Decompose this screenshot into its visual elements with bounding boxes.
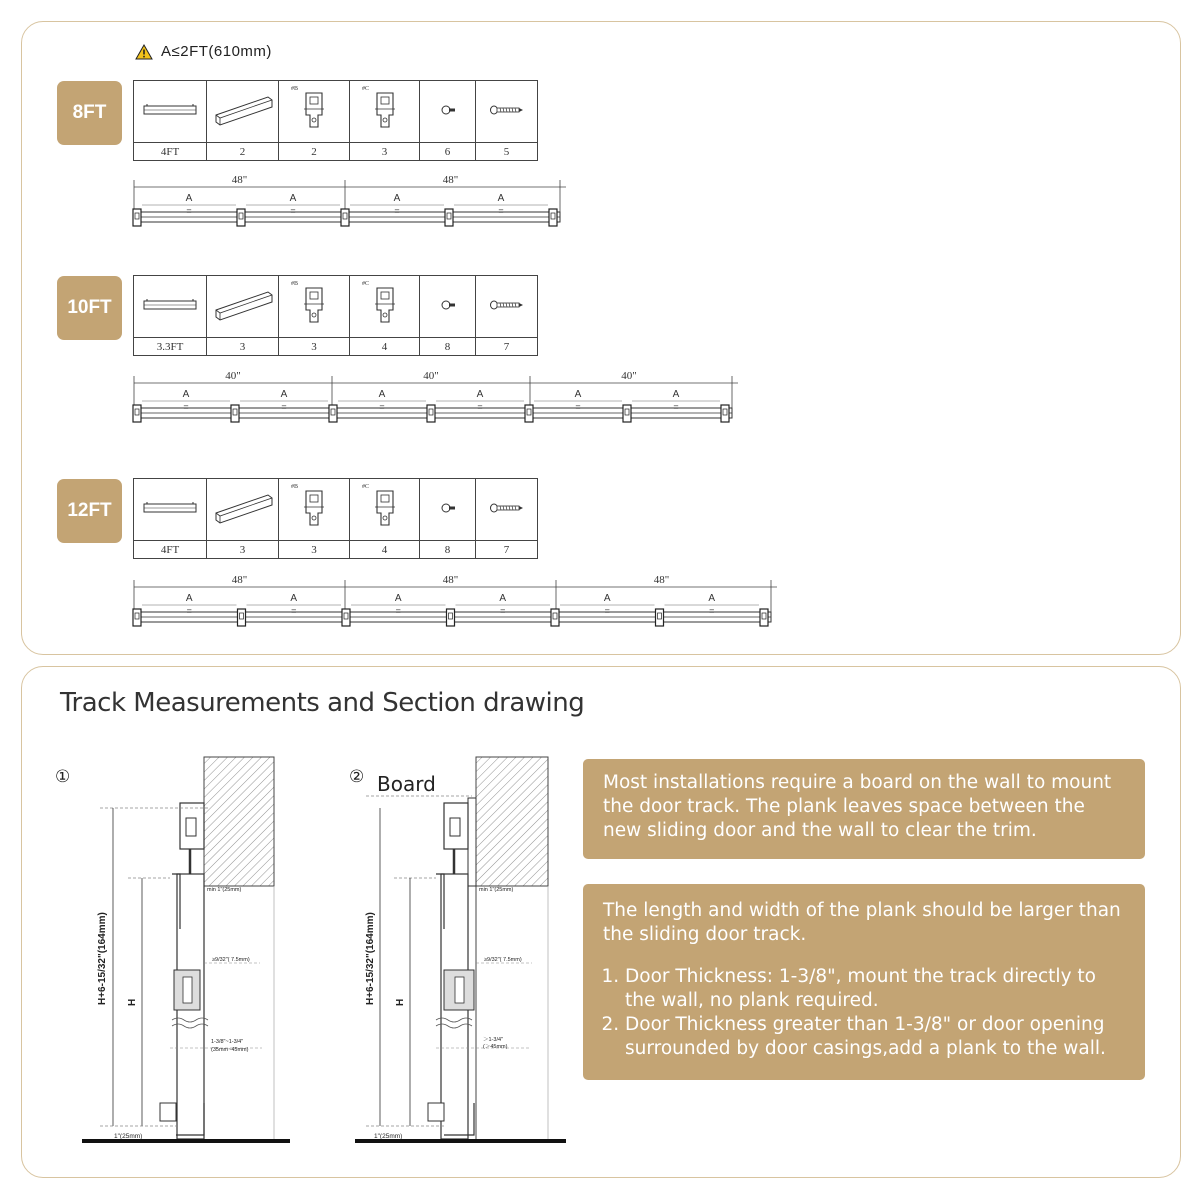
part-tag: #C: [362, 484, 370, 490]
badge-12ft: 12FT: [57, 479, 122, 543]
figure-2-number: ②: [349, 767, 365, 787]
gap-a-label: A: [378, 389, 386, 400]
part-quantity: 3: [207, 541, 279, 559]
gap-equal-label: =: [379, 402, 385, 412]
badge-10ft: 10FT: [57, 276, 122, 340]
h-dimension-label: H: [127, 998, 138, 1006]
segment-length-label: 48": [653, 574, 670, 586]
thickness-label-line2-2: (＞45mm): [483, 1044, 508, 1050]
section-figure-1: [55, 757, 290, 1141]
part-quantity: 3: [279, 541, 350, 559]
gap-equal-label: =: [604, 606, 610, 616]
segment-length-label: 40": [423, 370, 439, 382]
gap-label: ≥9/32"( 7.5mm): [212, 957, 250, 963]
info-box-plank: [583, 884, 1145, 1080]
gap-a-label: A: [185, 593, 193, 604]
gap-equal-label: =: [281, 402, 287, 412]
floor-clearance-label: 1"(25mm): [114, 1133, 143, 1140]
thickness-label-line1: 1-3/8"~1-3/4": [211, 1039, 244, 1045]
gap-equal-label: =: [291, 606, 297, 616]
part-quantity: 4: [350, 338, 420, 356]
gap-a-label: A: [182, 389, 190, 400]
thickness-label-line2: (35mm~45mm): [211, 1047, 249, 1053]
gap-equal-label: =: [498, 206, 504, 216]
gap-a-label: A: [289, 193, 297, 204]
thickness-label-line1-2: ＞1-3/4": [483, 1037, 503, 1043]
gap-equal-label: =: [673, 402, 679, 412]
gap-a-label: A: [574, 389, 582, 400]
gap-a-label: A: [603, 593, 611, 604]
part-tag: #B: [291, 86, 299, 92]
part-quantity: 5: [476, 143, 538, 161]
height-dimension-label: H+6-15/32"(164mm): [97, 912, 108, 1005]
gap-equal-label: =: [186, 206, 192, 216]
part-quantity: 3: [207, 338, 279, 356]
badge-8ft: 8FT: [57, 81, 122, 145]
part-quantity: 3: [350, 143, 420, 161]
section-figure-2: [349, 757, 566, 1141]
part-quantity: 8: [420, 338, 476, 356]
gap-label-2: ≥9/32"( 7.5mm): [484, 957, 522, 963]
gap-a-label: A: [394, 593, 402, 604]
segment-length-label: 48": [231, 574, 248, 586]
segment-length-label: 48": [231, 174, 248, 186]
part-tag: #B: [291, 281, 299, 287]
part-quantity: 7: [476, 338, 538, 356]
gap-a-label: A: [476, 389, 484, 400]
gap-equal-label: =: [500, 606, 506, 616]
gap-equal-label: =: [575, 402, 581, 412]
segment-length-label: 40": [225, 370, 241, 382]
min-clearance-label-2: min 1"(25mm): [479, 887, 514, 893]
gap-a-label: A: [290, 593, 298, 604]
part-quantity: 2: [207, 143, 279, 161]
gap-equal-label: =: [183, 402, 189, 412]
segment-length-label: 40": [621, 370, 637, 382]
info-box-board: [583, 759, 1145, 859]
height-dimension-label-2: H+6-15/32"(164mm): [365, 912, 376, 1005]
part-quantity: 2: [279, 143, 350, 161]
figure-1-number: ①: [55, 767, 71, 787]
gap-a-label: A: [672, 389, 680, 400]
h-dimension-label-2: H: [395, 998, 406, 1006]
part-quantity: 4FT: [134, 541, 207, 559]
part-quantity: 8: [420, 541, 476, 559]
info-plank-item: 1. Door Thickness: 1-3/8", mount the track directly to the wall, no plank required.: [625, 965, 1125, 1013]
gap-a-label: A: [499, 593, 507, 604]
info-plank-intro: The length and width of the plank should be larger than the sliding door track.: [603, 900, 1121, 945]
part-quantity: 6: [420, 143, 476, 161]
gap-a-label: A: [280, 389, 288, 400]
part-quantity: 4: [350, 541, 420, 559]
gap-a-label: A: [393, 193, 401, 204]
part-quantity: 3.3FT: [134, 338, 207, 356]
gap-a-label: A: [497, 193, 505, 204]
part-tag: #B: [291, 484, 299, 490]
warning-text: A≤2FT(610mm): [161, 43, 272, 60]
part-quantity: 7: [476, 541, 538, 559]
gap-a-label: A: [708, 593, 716, 604]
part-tag: #C: [362, 281, 370, 287]
part-tag: #C: [362, 86, 370, 92]
gap-equal-label: =: [395, 606, 401, 616]
section-title: Track Measurements and Section drawing: [60, 688, 585, 718]
gap-a-label: A: [185, 193, 193, 204]
floor-clearance-label-2: 1"(25mm): [374, 1133, 403, 1140]
gap-equal-label: =: [477, 402, 483, 412]
segment-length-label: 48": [442, 574, 459, 586]
gap-equal-label: =: [186, 606, 192, 616]
gap-equal-label: =: [290, 206, 296, 216]
info-plank-list: [603, 965, 1125, 1061]
info-board-text: Most installations require a board on the wall to mount the door track. The plank leaves space between the new sliding door and the wall to clear the trim.: [603, 772, 1112, 841]
board-label: Board: [377, 772, 436, 796]
gap-equal-label: =: [709, 606, 715, 616]
gap-equal-label: =: [394, 206, 400, 216]
info-plank-item: 2. Door Thickness greater than 1-3/8" or door opening surrounded by door casings,add a plank to the wall.: [625, 1013, 1125, 1061]
part-quantity: 4FT: [134, 143, 207, 161]
part-quantity: 3: [279, 338, 350, 356]
segment-length-label: 48": [442, 174, 459, 186]
min-clearance-label: min 1"(25mm): [207, 887, 242, 893]
